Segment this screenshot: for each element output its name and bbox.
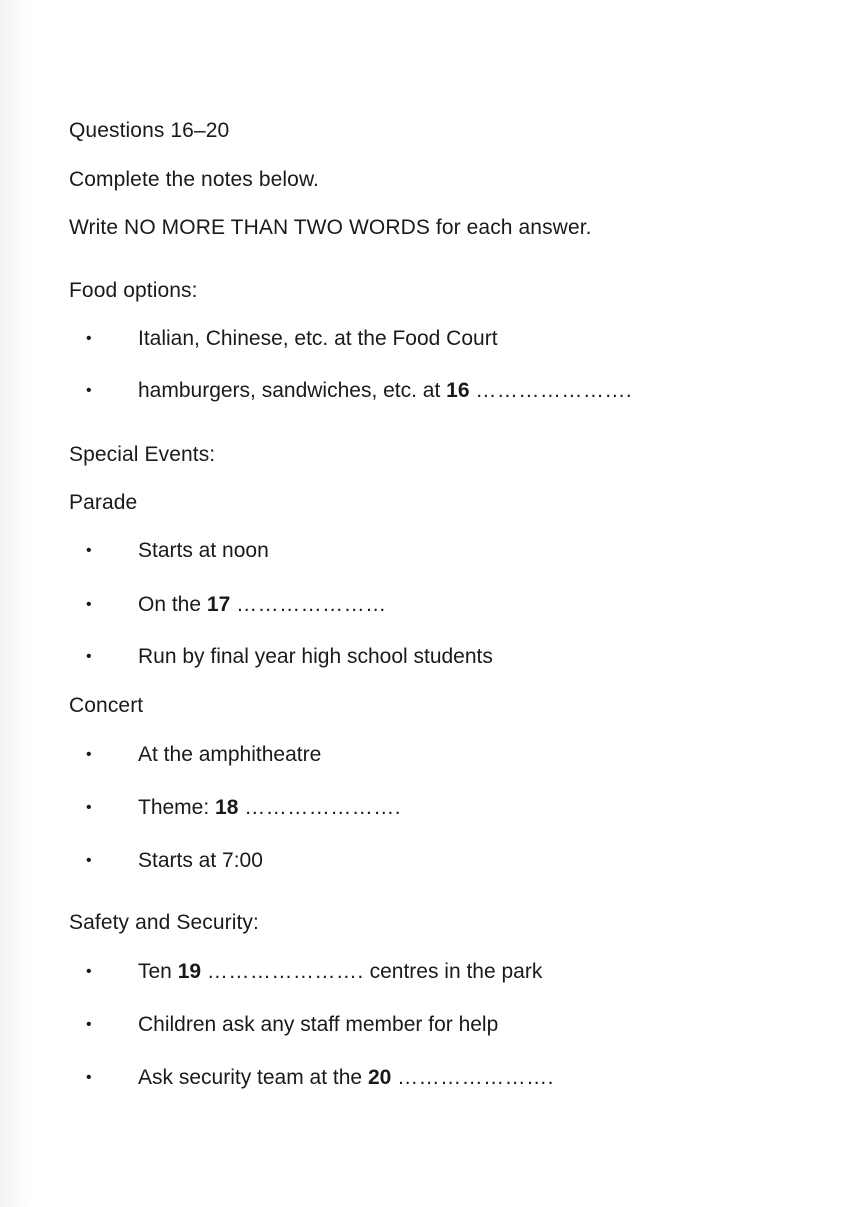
- safety-item-3-text: [138, 1065, 554, 1091]
- safety-heading: Safety and Security:: [69, 911, 259, 934]
- answer-blank-20[interactable]: ………………….: [397, 1066, 554, 1089]
- bullet-icon: •: [86, 852, 92, 869]
- parade-item-2-prefix: On the: [138, 593, 202, 616]
- bullet-icon: •: [86, 963, 92, 980]
- answer-blank-18[interactable]: ………………….: [244, 796, 402, 819]
- food-item-2-prefix: hamburgers, sandwiches, etc. at: [138, 379, 441, 402]
- bullet-icon: •: [86, 382, 92, 399]
- concert-item-3-text: Starts at 7:00: [138, 849, 263, 872]
- parade-item-3-text: Run by final year high school students: [138, 645, 493, 668]
- safety-item-3-prefix: Ask security team at the: [138, 1066, 363, 1089]
- question-number-16: 16: [446, 379, 470, 402]
- parade-item-1-text: Starts at noon: [138, 539, 269, 562]
- questions-label: Questions 16–20: [69, 119, 230, 142]
- parade-heading: Parade: [69, 491, 138, 514]
- safety-item-1-text: [138, 959, 542, 985]
- answer-blank-19[interactable]: ………………….: [206, 960, 364, 983]
- bullet-icon: •: [86, 542, 92, 559]
- safety-item-2-text: Children ask any staff member for help: [138, 1013, 499, 1036]
- food-item-2-text: [138, 378, 632, 404]
- safety-item-1-prefix: Ten: [138, 960, 172, 983]
- bullet-icon: •: [86, 746, 92, 763]
- concert-item-1-text: At the amphitheatre: [138, 743, 322, 766]
- answer-blank-17[interactable]: …………………: [236, 593, 387, 616]
- parade-item-2-text: [138, 592, 387, 618]
- question-number-19: 19: [177, 960, 202, 983]
- bullet-icon: •: [86, 596, 92, 613]
- page-edge-shadow: [0, 0, 36, 1207]
- safety-item-1-suffix: centres in the park: [369, 960, 543, 983]
- bullet-icon: •: [86, 648, 92, 665]
- concert-item-2-text: [138, 795, 401, 821]
- bullet-icon: •: [86, 1069, 92, 1086]
- concert-heading: Concert: [69, 694, 144, 717]
- question-number-20: 20: [367, 1066, 392, 1089]
- special-events-heading: Special Events:: [69, 443, 216, 466]
- bullet-icon: •: [86, 1016, 92, 1033]
- food-options-heading: Food options:: [69, 279, 198, 302]
- bullet-icon: •: [86, 330, 92, 347]
- concert-item-2-prefix: Theme:: [138, 796, 210, 819]
- question-number-17: 17: [206, 593, 231, 616]
- answer-blank-16[interactable]: ………………….: [475, 379, 633, 402]
- bullet-icon: •: [86, 799, 92, 816]
- question-number-18: 18: [215, 796, 239, 819]
- food-item-1-text: Italian, Chinese, etc. at the Food Court: [138, 327, 498, 350]
- instruction-complete-notes: Complete the notes below.: [69, 168, 319, 191]
- instruction-word-limit: Write NO MORE THAN TWO WORDS for each answer.: [69, 216, 592, 239]
